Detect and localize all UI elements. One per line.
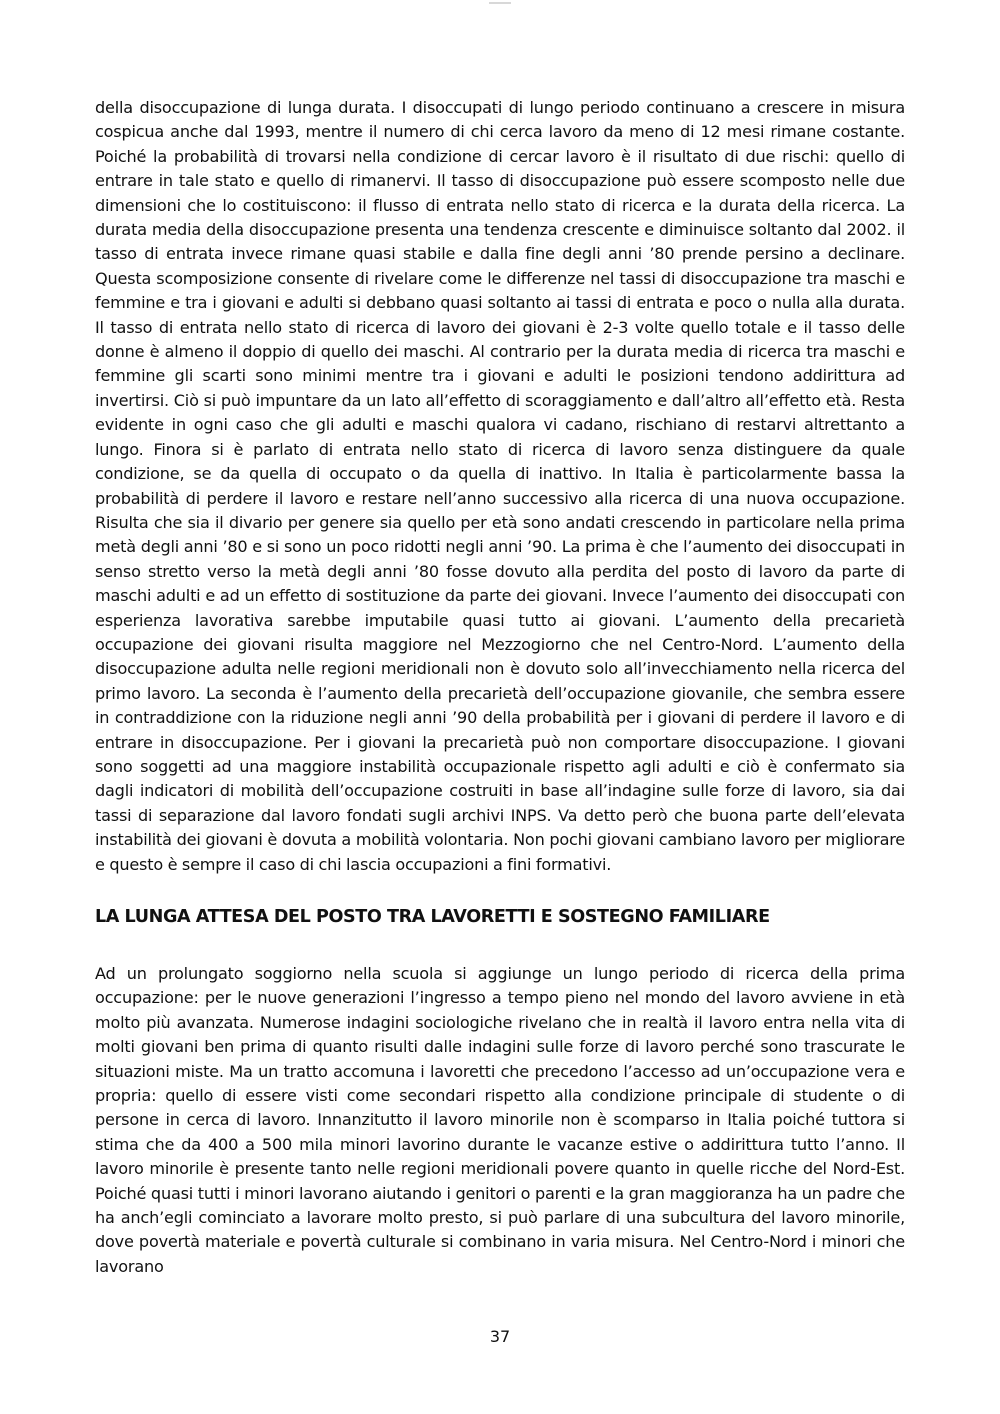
page-body [95,96,905,1279]
body-paragraph-1: della disoccupazione di lunga durata. I disoccupati di lungo periodo continuano a crescere in misura cospicua anche dal 1993, mentre il numero di chi cerca lavoro da meno di 12 mesi rimane costante. Poiché la probabilità di trovarsi nella condizione di cercar lavoro è il risultato di due rischi: quello di entrare in tale stato e quello di rimanervi. Il tasso di disoccupazione può essere scomposto nelle due dimensioni che lo costituiscono: il flusso di entrata nello stato di ricerca e la durata della ricerca. La durata media della disoccupazione presenta una tendenza crescente e diminuisce soltanto dal 2002. il tasso di entrata invece rimane quasi stabile e dalla fine degli anni ’80 prende persino a declinare. Questa scomposizione consente di rivelare come le differenze nel tassi di disoccupazione tra maschi e femmine e tra i giovani e adulti si debbano quasi soltanto ai tassi di entrata e poco o nulla alla durata. Il tasso di entrata nello stato di ricerca di lavoro dei giovani è 2-3 volte quello totale e il tasso delle donne è almeno il doppio di quello dei maschi. Al contrario per la durata media di ricerca tra maschi e femmine gli scarti sono minimi mentre tra i giovani e adulti le posizioni tendono addirittura ad invertirsi. Ciò si può impuntare da un lato all’effetto di scoraggiamento e dall’altro all’effetto età. Resta evidente in ogni caso che gli adulti e maschi qualora vi cadano, rischiano di restarvi altrettanto a lungo. Finora si è parlato di entrata nello stato di ricerca di lavoro senza distinguere da quale condizione, se da quella di occupato o da quella di inattivo. In Italia è particolarmente bassa la probabilità di perdere il lavoro e restare nell’anno successivo alla ricerca di una nuova occupazione. Risulta che sia il divario per genere sia quello per età sono andati crescendo in particolare nella prima metà degli anni ’80 e si sono un poco ridotti negli anni ’90. La prima è che l’aumento dei disoccupati in senso stretto verso la metà degli anni ’80 fosse dovuto alla perdita del posto di lavoro da parte di maschi adulti e ad un effetto di sostituzione da parte dei giovani. Invece l’aumento dei disoccupati con esperienza lavorativa sarebbe imputabile quasi tutto ai giovani. L’aumento della precarietà occupazione dei giovani risulta maggiore nel Mezzogiorno che nel Centro-Nord. L’aumento della disoccupazione adulta nelle regioni meridionali non è dovuto solo all’invecchiamento nella ricerca del primo lavoro. La seconda è l’aumento della precarietà dell’occupazione giovanile, che sembra essere in contraddizione con la riduzione negli anni ’90 della probabilità per i giovani di perdere il lavoro e di entrare in disoccupazione. Per i giovani la precarietà può non comportare disoccupazione. I giovani sono soggetti ad una maggiore instabilità occupazionale rispetto agli adulti e ciò è confermato sia dagli indicatori di mobilità dell’occupazione costruiti in base all’indagine sulle forze di lavoro, sia dai tassi di separazione dal lavoro fondati sugli archivi INPS. Va detto però che buona parte dell’elevata instabilità dei giovani è dovuta a mobilità volontaria. Non pochi giovani cambiano lavoro per migliorare e questo è sempre il caso di chi lascia occupazioni a fini formativi. [95,98,905,874]
header-mark [489,2,511,4]
section-heading: LA LUNGA ATTESA DEL POSTO TRA LAVORETTI E SOSTEGNO FAMILIARE [95,907,770,927]
page-number: 37 [489,1327,511,1346]
body-paragraph-2: Ad un prolungato soggiorno nella scuola si aggiunge un lungo periodo di ricerca della prima occupazione: per le nuove generazioni l’ingresso a tempo pieno nel mondo del lavoro avviene in età molto più avanzata. Numerose indagini sociologiche rivelano che in realtà il lavoro entra nella vita di molti giovani ben prima di quanto risulti dalle indagini sulle forze di lavoro perché sono trascurate le situazioni miste. Ma un tratto accomuna i lavoretti che precedono l’accesso ad un’occupazione vera e propria: quello di essere visti come secondari rispetto alla condizione principale di studente o di persone in cerca di lavoro. Innanzitutto il lavoro minorile non è scomparso in Italia poiché tuttora si stima che da 400 a 500 mila minori lavorino durante le vacanze estive o addirittura tutto l’anno. Il lavoro minorile è presente tanto nelle regioni meridionali povere quanto in quelle ricche del Nord-Est. Poiché quasi tutti i minori lavorano aiutando i genitori o parenti e la gran maggioranza ha un padre che ha anch’egli cominciato a lavorare molto presto, si può parlare di una subcultura del lavoro minorile, dove povertà materiale e povertà culturale si combinano in varia misura. Nel Centro-Nord i minori che lavorano [95,964,905,1276]
